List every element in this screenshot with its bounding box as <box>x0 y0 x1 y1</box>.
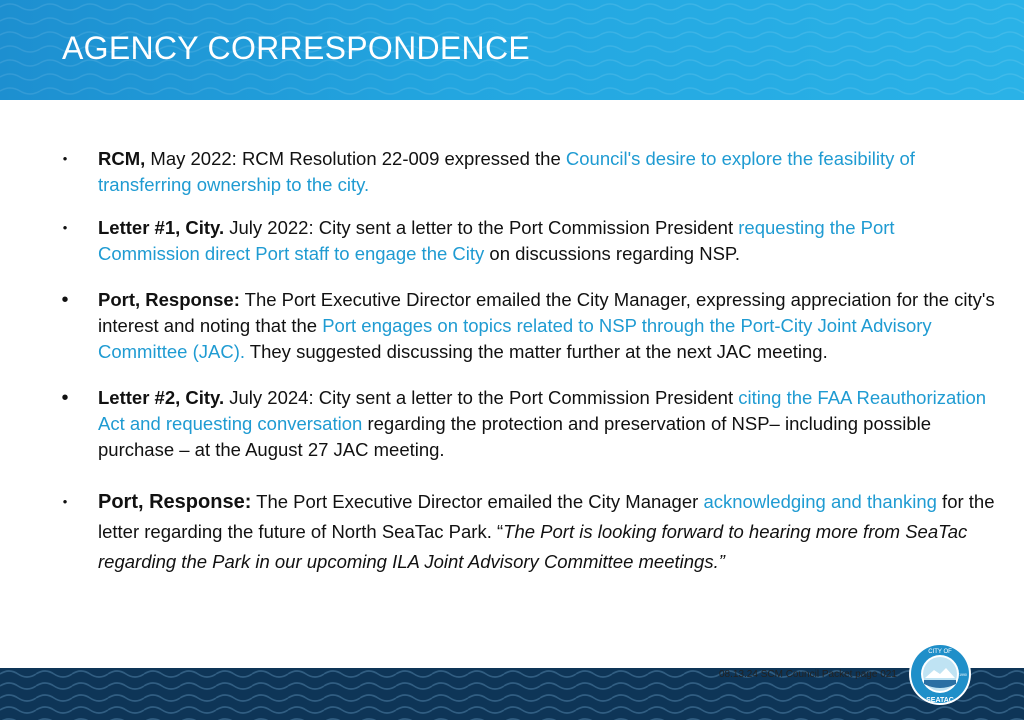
list-item <box>58 146 998 198</box>
page-number-note: 08.13.24 SCM Council Packet page 021 <box>719 669 897 680</box>
list-item <box>58 287 998 365</box>
item-lead: Port, Response: <box>98 491 252 513</box>
bullet-dot: • <box>61 289 69 311</box>
bullet-dot: • <box>62 151 68 166</box>
bullet-dot: • <box>62 494 68 509</box>
item-text: The Port Executive Director emailed the City Manager, expressing appreciation for the city's interest and noting that the <box>98 289 995 336</box>
item-text: July 2022: City sent a letter to the Port Commission President <box>224 217 739 238</box>
list-item <box>58 215 998 267</box>
logo-top-text: CITY OF <box>928 649 952 655</box>
item-quote: The Port is looking forward to hearing more from SeaTac regarding the Park in our upcoming ILA Joint Advisory Committee meetings. <box>98 521 968 572</box>
item-text: regarding the protection and preservation of NSP– including possible purchase – at the August 27 JAC meeting. <box>98 413 932 460</box>
item-text: July 2024: City sent a letter to the Port Commission President <box>224 387 739 408</box>
item-lead: RCM, <box>98 148 146 169</box>
city-seal-logo <box>908 642 972 706</box>
page-title: AGENCY CORRESPONDENCE <box>62 30 531 66</box>
header-banner <box>0 0 1024 100</box>
item-text: May 2022: RCM Resolution 22-009 expressed the <box>145 148 566 169</box>
item-highlight: citing the FAA Reauthorization Act and requesting conversation <box>98 387 987 434</box>
item-highlight: acknowledging and thanking <box>703 491 937 512</box>
bullet-dot: • <box>62 220 68 235</box>
logo-bottom-text: SEATAC <box>926 697 954 704</box>
item-text: They suggested discussing the matter further at the next JAC meeting. <box>245 341 828 362</box>
item-highlight: Port engages on topics related to NSP through the Port-City Joint Advisory Committee (JAC). <box>98 315 932 362</box>
item-text: for the letter regarding the future of North SeaTac Park. “ <box>98 491 995 542</box>
item-text: ” <box>718 551 725 572</box>
list-item <box>58 385 998 463</box>
list-item <box>58 487 998 577</box>
item-lead: Port, Response: <box>98 289 240 310</box>
item-highlight: requesting the Port Commission direct Port staff to engage the City <box>98 217 895 264</box>
bullet-dot: • <box>61 387 69 409</box>
item-lead: Letter #1, City. <box>98 217 225 238</box>
bullet-list <box>58 146 998 577</box>
item-text: The Port Executive Director emailed the City Manager <box>251 491 704 512</box>
item-lead: Letter #2, City. <box>98 387 225 408</box>
logo-year-text: 1990 <box>959 673 967 677</box>
item-highlight: Council's desire to explore the feasibility of transferring ownership to the city. <box>98 148 915 195</box>
item-text: on discussions regarding NSP. <box>484 243 741 264</box>
